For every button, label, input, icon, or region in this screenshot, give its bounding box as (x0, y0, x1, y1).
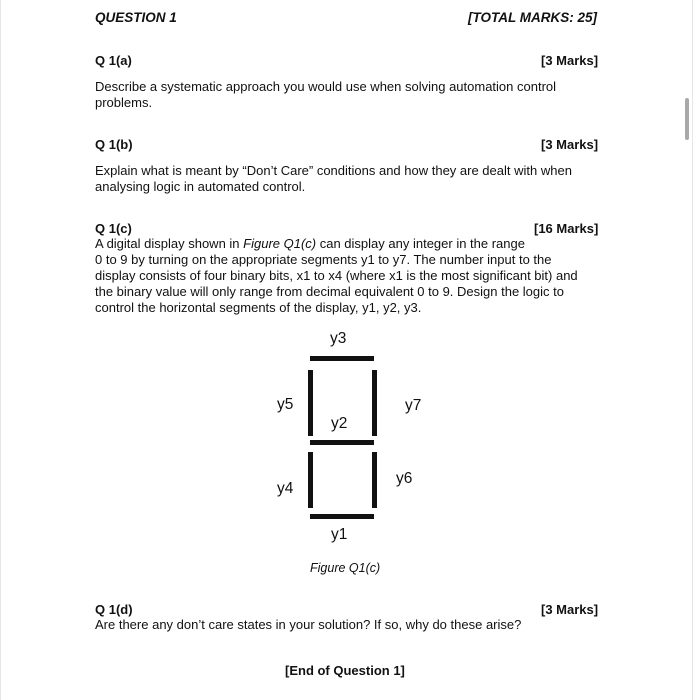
segment-y7 (372, 370, 377, 436)
q1c-line: the binary value will only range from decimal equivalent 0 to 9. Design the logic to (95, 284, 564, 299)
q1d-text (95, 617, 521, 633)
q1c-line1-pre: A digital display shown in (95, 236, 244, 251)
end-of-question: [End of Question 1] (285, 663, 405, 678)
q1c-marks: [16 Marks] (534, 221, 599, 236)
question-title: QUESTION 1 (95, 10, 177, 25)
q1c-label: Q 1(c) (95, 221, 132, 236)
q1b-line: Explain what is meant by “Don’t Care” conditions and how they are dealt with when (95, 163, 572, 178)
segment-y5 (308, 370, 313, 436)
total-marks: [TOTAL MARKS: 25] (468, 10, 598, 25)
q1d-label: Q 1(d) (95, 602, 133, 617)
q1c-line: display consists of four binary bits, x1 to x4 (where x1 is the most significant bit) and (95, 268, 578, 283)
q1b-line: analysing logic in automated control. (95, 179, 306, 194)
q1c-line (95, 236, 578, 252)
q1a-marks: [3 Marks] (541, 53, 599, 68)
label-y7: y7 (405, 397, 422, 414)
scrollbar-thumb[interactable] (685, 98, 689, 140)
q1d-line: Are there any don’t care states in your solution? If so, why do these arise? (95, 617, 522, 632)
q1c-line: 0 to 9 by turning on the appropriate segments y1 to y7. The number input to the (95, 252, 552, 267)
segment-y4 (308, 452, 313, 508)
q1a-text (95, 79, 556, 111)
label-y5: y5 (277, 396, 294, 413)
label-y3: y3 (330, 330, 347, 347)
label-y6: y6 (396, 470, 413, 487)
q1c-line1-post: can display any integer in the range (316, 236, 525, 251)
q1c-text (95, 236, 578, 316)
figure-reference: Figure Q1(c) (243, 236, 317, 251)
label-y2: y2 (331, 415, 348, 432)
q1a-label: Q 1(a) (95, 53, 132, 68)
q1c-line: control the horizontal segments of the display, y1, y2, y3. (95, 300, 422, 315)
segment-y2 (310, 440, 374, 445)
q1b-marks: [3 Marks] (541, 137, 599, 152)
segment-y3 (310, 356, 374, 361)
q1a-line: problems. (95, 95, 153, 110)
segment-y6 (372, 452, 377, 508)
q1d-marks: [3 Marks] (541, 602, 599, 617)
label-y1: y1 (331, 526, 348, 543)
q1a-line: Describe a systematic approach you would use when solving automation control (95, 79, 557, 94)
q1b-label: Q 1(b) (95, 137, 133, 152)
figure-caption: Figure Q1(c) (310, 561, 381, 575)
label-y4: y4 (277, 480, 294, 497)
segment-y1 (310, 514, 374, 519)
q1b-text (95, 163, 572, 195)
